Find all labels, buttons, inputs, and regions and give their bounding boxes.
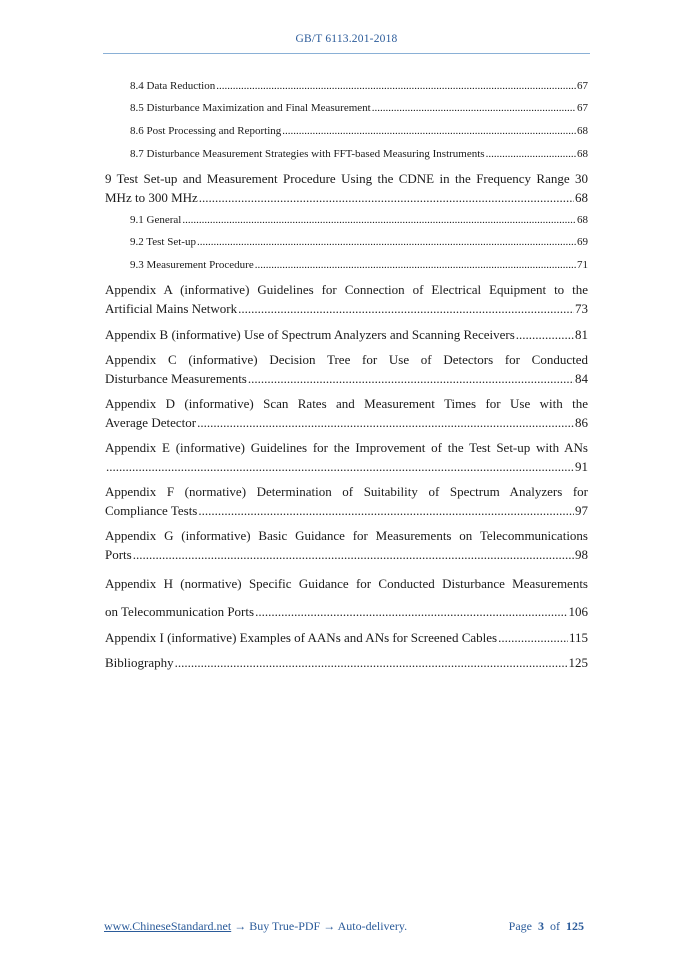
dot-leader [133,547,574,563]
footer-promo [104,919,407,934]
toc-entry-9-1[interactable]: 9.1 General ..... 68 [130,214,588,226]
toc-entry-appendix-g[interactable]: Appendix G (informative) Basic Guidance for Measurements on Telecommunications Ports ..... 98 [105,528,588,563]
toc-entry-appendix-b[interactable]: Appendix B (informative) Use of Spectrum Analyzers and Scanning Receivers ..... 81 [105,327,588,343]
toc-entry-appendix-a[interactable]: Appendix A (informative) Guidelines for Connection of Electrical Equipment to the Artificial Mains Network ..... 73 [105,282,588,317]
dot-leader [372,102,576,114]
dot-leader [255,604,567,620]
total-pages: 125 [566,919,584,933]
dot-leader [182,214,576,226]
toc-entry-8-7[interactable]: 8.7 Disturbance Measurement Strategies with FFT-based Measuring Instruments ..... 68 [130,148,588,160]
toc-entry-appendix-h[interactable]: Appendix H (normative) Specific Guidance for Conducted Disturbance Measurements on Telecommunication Ports ..... 106 [105,576,588,620]
toc-entry-bibliography[interactable]: Bibliography ..... 125 [105,655,588,671]
toc-entry-8-4[interactable]: 8.4 Data Reduction ..... 67 [130,80,588,92]
dot-leader [197,236,576,248]
toc-entry-appendix-d[interactable]: Appendix D (informative) Scan Rates and Measurement Times for Use with the Average Detector ..... 86 [105,396,588,431]
dot-leader [197,415,574,431]
site-link[interactable]: www.ChineseStandard.net [104,919,232,933]
toc-entry-9-2[interactable]: 9.2 Test Set-up ..... 69 [130,236,588,248]
toc-entry-9[interactable]: 9 Test Set-up and Measurement Procedure Using the CDNE in the Frequency Range 30 MHz to 300 MHz ..... 68 [105,171,588,206]
header-divider [103,53,590,54]
toc-entry-8-5[interactable]: 8.5 Disturbance Maximization and Final Measurement ..... 67 [130,102,588,114]
toc-entry-appendix-f[interactable]: Appendix F (normative) Determination of Suitability of Spectrum Analyzers for Compliance Tests ..... 97 [105,484,588,519]
page-footer [104,919,584,934]
dot-leader [238,301,574,317]
toc-entry-appendix-e[interactable]: Appendix E (informative) Guidelines for the Improvement of the Test Set-up with ANs ..... 91 [105,440,588,475]
dot-leader [198,503,574,519]
dot-leader [516,327,574,343]
dot-leader [255,259,576,271]
promo-text: → Buy True-PDF → Auto-delivery. [231,919,408,933]
dot-leader [199,190,574,206]
dot-leader [282,125,576,137]
page-number: Page 3 of 125 [508,919,584,933]
dot-leader [498,630,568,646]
current-page: 3 [538,919,544,933]
page-header: GB/T 6113.201-2018 [295,33,398,45]
toc-entry-8-6[interactable]: 8.6 Post Processing and Reporting ..... 68 [130,125,588,137]
toc-entry-appendix-c[interactable]: Appendix C (informative) Decision Tree for Use of Detectors for Conducted Disturbance Measurements ..... 84 [105,352,588,387]
dot-leader [216,80,576,92]
dot-leader [175,655,568,671]
dot-leader [486,148,576,160]
dot-leader [106,459,574,475]
toc-entry-appendix-i[interactable]: Appendix I (informative) Examples of AANs and ANs for Screened Cables ..... 115 [105,630,588,646]
dot-leader [248,371,574,387]
toc-entry-9-3[interactable]: 9.3 Measurement Procedure ..... 71 [130,259,588,271]
